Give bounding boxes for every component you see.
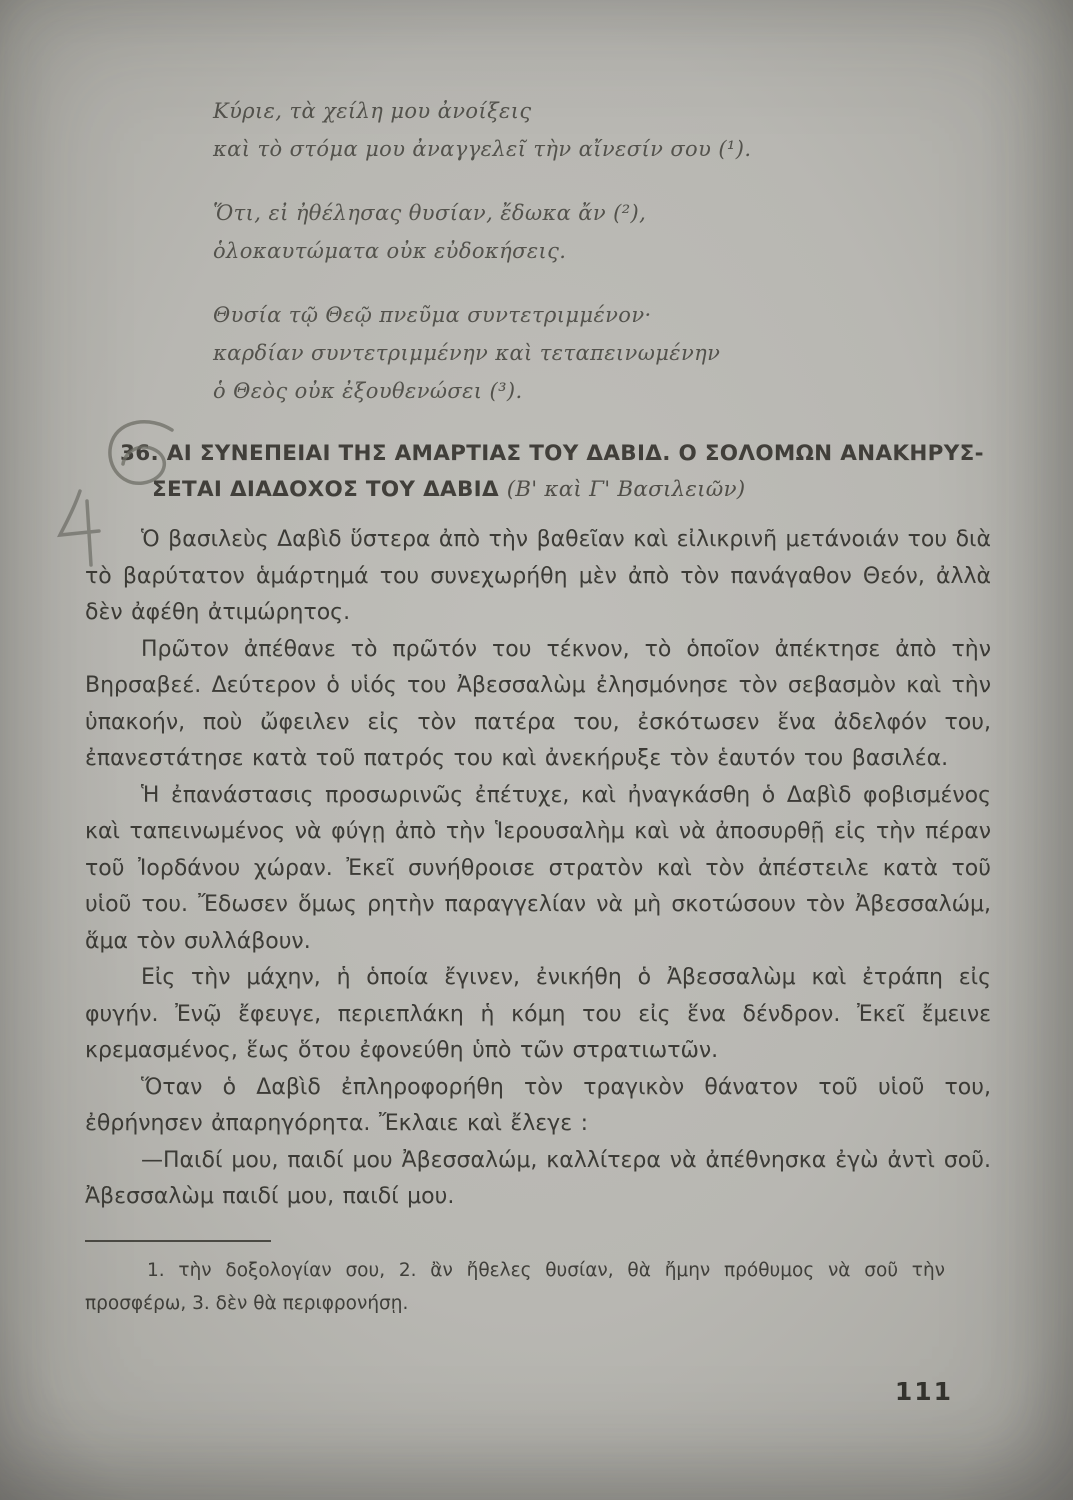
body-text [85,522,991,1216]
footnotes [85,1254,945,1320]
section-heading [120,436,991,508]
verse-stanza [213,92,991,168]
section-number: 36. [120,441,159,466]
page-content [85,92,991,1320]
verse-line: ὁ Θεὸς οὐκ ἐξουθενώσει (³). [213,379,523,403]
paragraph: Πρῶτον ἀπέθανε τὸ πρῶτόν του τέκνον, τὸ ὁποῖον ἀπέκτησε ἀπὸ τὴν Βηρσαβεέ. Δεύτερον ὁ υἱός του Ἀβεσσαλὼμ ἐλησμόνησε τὸν σεβασμὸν καὶ τὴν ὑπακοήν, ποὺ ὤφειλεν εἰς τὸν πατέρα του, ἐσκότωσεν ἕνα ἀδελφόν του, ἐπανεστάτησε κατὰ τοῦ πατρός του καὶ ἀνεκήρυξε τὸν ἑαυτόν του βασιλέα. [85,636,991,771]
footnote-separator-rule [85,1240,271,1242]
section-title-part2: ΣΕΤΑΙ ΔΙΑΔΟΧΟΣ ΤΟΥ ΔΑΒΙΔ [152,477,499,502]
verse-line: καὶ τὸ στόμα μου ἀναγγελεῖ τὴν αἴνεσίν σου (¹). [213,137,752,161]
paragraph: Ἡ ἐπανάστασις προσωρινῶς ἐπέτυχε, καὶ ἠναγκάσθη ὁ Δαβὶδ φοβισμένος καὶ ταπεινωμένος νὰ φύγῃ ἀπὸ τὴν Ἱερουσαλὴμ καὶ νὰ ἀποσυρθῇ εἰς τὴν πέραν τοῦ Ἰορδάνου χώραν. Ἐκεῖ συνήθροισε στρατὸν καὶ τὸν ἀπέστειλε κατὰ τοῦ υἱοῦ του. Ἔδωσεν ὅμως ρητὴν παραγγελίαν νὰ μὴ σκοτώσουν τὸν Ἀβεσσαλώμ, ἅμα τὸν συλλάβουν. [85,782,991,954]
verse-line: ὁλοκαυτώματα οὐκ εὐδοκήσεις. [213,239,567,263]
psalm-verses [213,92,991,410]
verse-line: Κύριε, τὰ χείλη μου ἀνοίξεις [213,99,532,123]
paragraph: Ὁ βασιλεὺς Δαβὶδ ὕστερα ἀπὸ τὴν βαθεῖαν καὶ εἰλικρινῆ μετάνοιάν του διὰ τὸ βαρύτατον ἁμάρτημά του συνεχωρήθη μὲν ἀπὸ τὸν πανάγαθον Θεόν, ἀλλὰ δὲν ἀφέθη ἀτιμώρητος. [85,527,991,625]
verse-stanza [213,194,991,270]
verse-line: Ὅτι, εἰ ἠθέλησας θυσίαν, ἔδωκα ἄν (²), [213,201,647,225]
section-heading-line1 [120,436,991,472]
verse-stanza [213,296,991,410]
paragraph: Εἰς τὴν μάχην, ἡ ὁποία ἔγινεν, ἐνικήθη ὁ Ἀβεσσαλὼμ καὶ ἐτράπη εἰς φυγήν. Ἐνῷ ἔφευγε, περιεπλάκη ἡ κόμη του εἰς ἕνα δένδρον. Ἐκεῖ ἔμεινε κρεμασμένος, ἕως ὅτου ἐφονεύθη ὑπὸ τῶν στρατιωτῶν. [85,965,991,1063]
paragraph: —Παιδί μου, παιδί μου Ἀβεσσαλώμ, καλλίτερα νὰ ἀπέθνησκα ἐγὼ ἀντὶ σοῦ. Ἀβεσσαλὼμ παιδί μου, παιδί μου. [85,1147,991,1209]
section-title-part1: ΑΙ ΣΥΝΕΠΕΙΑΙ ΤΗΣ ΑΜΑΡΤΙΑΣ ΤΟΥ ΔΑΒΙΔ. Ο ΣΟΛΟΜΩΝ ΑΝΑΚΗΡΥΣ- [166,441,984,466]
section-heading-line2 [120,472,991,508]
paragraph: Ὅταν ὁ Δαβὶδ ἐπληροφορήθη τὸν τραγικὸν θάνατον τοῦ υἱοῦ του, ἐθρήνησεν ἀπαρηγόρητα. Ἔκλαιε καὶ ἔλεγε : [85,1074,991,1136]
verse-line: Θυσία τῷ Θεῷ πνεῦμα συντετριμμένον· [213,303,652,327]
verse-line: καρδίαν συντετριμμένην καὶ τεταπεινωμένην [213,341,721,365]
page-number: 111 [894,1377,953,1406]
section-bible-reference: (Β' καὶ Γ' Βασιλειῶν) [506,477,746,502]
footnote-text: 1. τὴν δοξολογίαν σου, 2. ἂν ἤθελες θυσίαν, θὰ ἤμην πρόθυμος νὰ σοῦ τὴν προσφέρω, 3. δὲν θὰ περιφρονήσῃ. [85,1259,945,1314]
